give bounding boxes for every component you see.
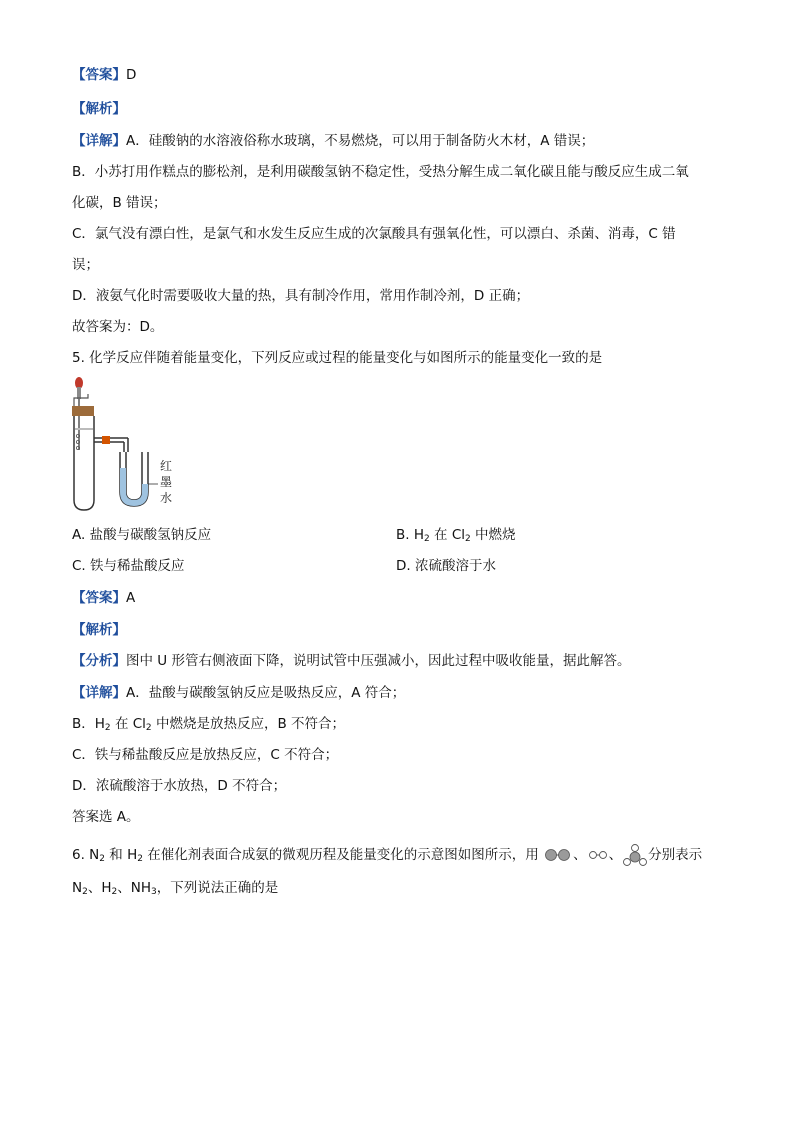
subscript: 2 [82, 887, 88, 897]
test-tube-u-tube-apparatus-figure [66, 372, 186, 514]
q5-stem: 5. 化学反应伴随着能量变化，下列反应或过程的能量变化与如图所示的能量变化一致的是 [72, 350, 603, 366]
answer-value: A [126, 590, 136, 606]
q5-option-b [396, 526, 516, 548]
q5-option-c: C. 铁与稀盐酸反应 [72, 558, 185, 574]
nh3-molecule-icon [622, 843, 648, 867]
q4-detail-line-c-cont: 误； [72, 257, 99, 273]
option-b-text: 在 Cl [429, 527, 465, 543]
q5-detail-line-d: D．浓硫酸溶于水放热，D 不符合； [72, 778, 287, 794]
test-tube [74, 416, 94, 510]
answer-tag: 【答案】 [72, 590, 126, 606]
q5-option-a: A. 盐酸与碳酸氢钠反应 [72, 527, 212, 543]
separator: 、 [573, 847, 587, 863]
analysis-tag: 【解析】 [72, 622, 126, 638]
fenxi-tag: 【分析】 [72, 653, 126, 669]
detail-text: A．硅酸钠的水溶液俗称水玻璃，不易燃烧，可以用于制备防火木材，A 错误； [126, 133, 595, 149]
fenxi-text: 图中 U 形管右侧液面下降，说明试管中压强减小，因此过程中吸收能量，据此解答。 [126, 653, 631, 669]
q5-detail-line-b [72, 715, 345, 737]
figure-label-red: 红 [160, 459, 173, 473]
arm-down [124, 438, 128, 452]
h2-molecule-icon [587, 848, 609, 862]
stem-text: 和 H [105, 847, 138, 863]
q5-detail-line-a [72, 684, 405, 702]
subscript: 2 [465, 534, 471, 544]
red-ink-liquid [120, 468, 148, 506]
detail-text: A．盐酸与碳酸氢钠反应是吸热反应，A 符合； [126, 685, 406, 701]
u-tube-inner [126, 452, 142, 500]
q4-detail-line-d: D．液氨气化时需要吸收大量的热，具有制冷作用，常用作制冷剂，D 正确； [72, 288, 530, 304]
subscript: 2 [104, 723, 111, 733]
stem-text: ，下列说法正确的是 [156, 880, 279, 896]
answer-tag: 【答案】 [72, 67, 126, 83]
q4-detail-line-b-cont: 化碳，B 错误； [72, 195, 167, 211]
detail-text: 在 Cl [110, 716, 146, 732]
option-b-text: 中燃烧 [470, 527, 516, 543]
figure-label-water: 水 [160, 491, 173, 505]
stem-text: 分别表示 [648, 847, 703, 863]
n2-molecule-icon [543, 848, 573, 862]
stem-text: 在催化剂表面合成氨的微观历程及能量变化的示意图如图所示，用 [142, 847, 539, 863]
option-b-text: B. H [396, 527, 424, 543]
stem-text: 6. N [72, 847, 100, 863]
q4-conclusion: 故答案为：D。 [72, 319, 164, 335]
tube-connector [102, 436, 110, 444]
analysis-tag: 【解析】 [72, 101, 126, 117]
stem-text: 、H [87, 880, 112, 896]
detail-text: B．H [72, 716, 105, 732]
subscript: 2 [111, 887, 118, 897]
stem-text: 、NH [117, 880, 151, 896]
detail-tag: 【详解】 [72, 685, 126, 701]
subscript: 2 [424, 534, 430, 544]
dropper-stem [77, 387, 81, 399]
tube-band [75, 428, 93, 430]
subscript: 3 [150, 887, 157, 897]
subscript: 2 [137, 854, 143, 864]
q5-conclusion: 答案选 A。 [72, 809, 140, 825]
q5-option-d: D. 浓硫酸溶于水 [396, 558, 496, 574]
q6-stem-line1 [72, 843, 702, 868]
q4-answer-line [72, 66, 136, 84]
answer-value: D [126, 67, 137, 83]
q5-fenxi-line [72, 652, 630, 670]
separator: 、 [608, 847, 623, 863]
subscript: 2 [99, 854, 106, 864]
stem-text: N [72, 880, 83, 896]
subscript: 2 [145, 723, 152, 733]
detail-tag: 【详解】 [72, 133, 126, 149]
q4-detail-line-a [72, 132, 594, 150]
q4-analysis-tag-line [72, 100, 126, 118]
detail-text: 中燃烧是放热反应，B 不符合； [151, 716, 345, 732]
q5-answer-line [72, 589, 135, 607]
q5-analysis-tag-line [72, 621, 126, 639]
rubber-stopper [72, 406, 94, 416]
q6-stem-line2 [72, 879, 278, 901]
q4-detail-line-c: C．氯气没有漂白性，是氯气和水发生反应生成的次氯酸具有强氧化性，可以漂白、杀菌、消毒，C 错 [72, 226, 676, 242]
figure-label-ink: 墨 [160, 475, 173, 489]
q5-detail-line-c: C．铁与稀盐酸反应是放热反应，C 不符合； [72, 747, 339, 763]
q4-detail-line-b: B．小苏打用作糕点的膨松剂，是利用碳酸氢钠不稳定性，受热分解生成二氧化碳且能与酸反应生成二氧 [72, 164, 689, 180]
